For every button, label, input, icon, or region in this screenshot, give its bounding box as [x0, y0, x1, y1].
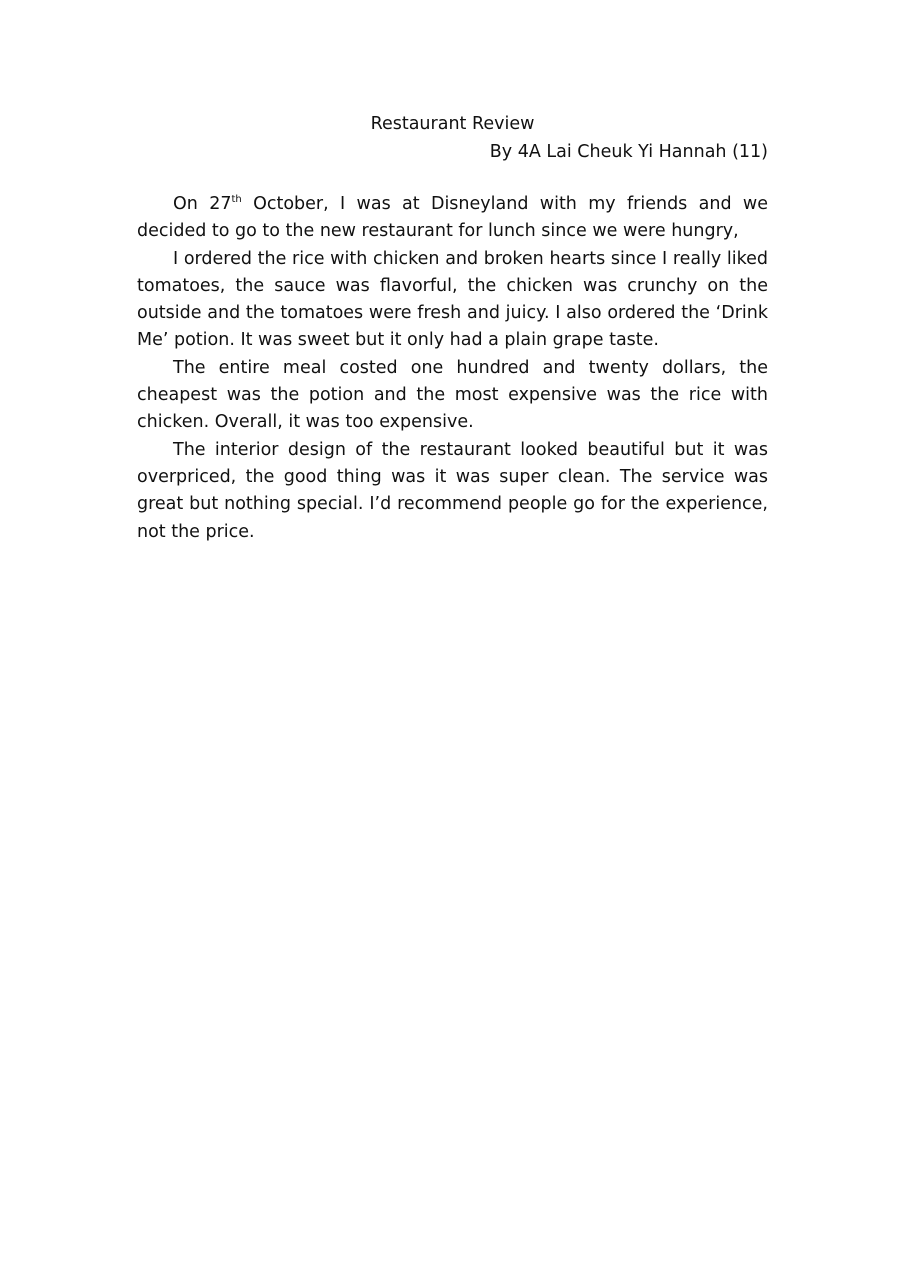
paragraph-food: I ordered the rice with chicken and broken hearts since I really liked tomatoes, the sauce was flavorful, the chicken was crunchy on the outside and the tomatoes were fresh and juicy. I also ordered the ‘Drink Me’ potion. It was sweet but it only had a plain grape taste. [137, 248, 768, 351]
paragraph-visit-rest: October, I was at Disneyland with my friends and we decided to go to the new restaurant for lunch since we were hungry, [137, 194, 768, 242]
paragraph-price: The entire meal costed one hundred and twenty dollars, the cheapest was the potion and the most expensive was the rice with chicken. Overall, it was too expensive. [137, 357, 768, 433]
document-page [137, 112, 768, 546]
ordinal-superscript: th [231, 194, 242, 205]
paragraph-visit [137, 191, 768, 246]
document-title: Restaurant Review [370, 114, 535, 134]
paragraph-visit-start: On 27 [173, 194, 232, 214]
review-body [137, 191, 768, 546]
paragraph-interior: The interior design of the restaurant looked beautiful but it was overpriced, the good thing was it was super clean. The service was great but nothing special. I’d recommend people go for the experience, not the price. [137, 439, 768, 542]
author-byline: By 4A Lai Cheuk Yi Hannah (11) [489, 142, 768, 162]
